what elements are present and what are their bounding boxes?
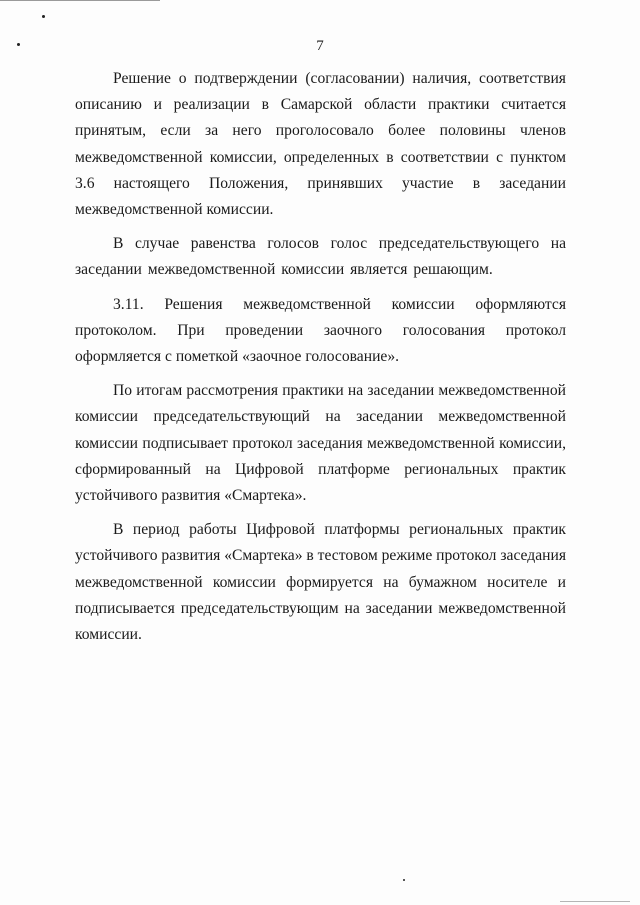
paragraph-test-mode: В период работы Цифровой платформы региональных практик устойчивого развития «Смартека» в тестовом режиме протокол заседания межведомственной комиссии формируется на бумажном носителе и подписывается председательствующим на заседании межведомственной комиссии. — [75, 521, 566, 644]
scan-speck — [42, 15, 45, 18]
paragraph-protocol-signing: По итогам рассмотрения практики на заседании межведомственной комиссии председательствующий на заседании межведомственной комиссии подписывает протокол заседания межведомственной комиссии, сформированный на Цифровой платформе региональных практик устойчивого развития «Смартека». — [75, 382, 566, 505]
page-number: 7 — [316, 38, 324, 54]
scan-edge-line — [0, 0, 160, 1]
scan-speck — [403, 879, 405, 881]
paragraph-3-11-protocol: 3.11. Решения межведомственной комиссии оформляются протоколом. При проведении заочного голосования протокол оформляется с пометкой «заочное голосование». — [75, 295, 566, 366]
scan-edge-line-bottom — [560, 901, 630, 902]
paragraph-tie-vote: В случае равенства голосов голос председательствующего на заседании межведомственной комиссии является решающим. — [75, 235, 566, 279]
paragraph-decision-approval: Решение о подтверждении (согласовании) наличия, соответствия описанию и реализации в Самарской области практики считается принятым, если за него проголосовало более половины членов межведомственной комиссии, определенных в соответствии с пунктом 3.6 настоящего Положения, принявших участие в заседании межведомственной комиссии. — [75, 70, 566, 219]
document-body — [75, 66, 566, 656]
